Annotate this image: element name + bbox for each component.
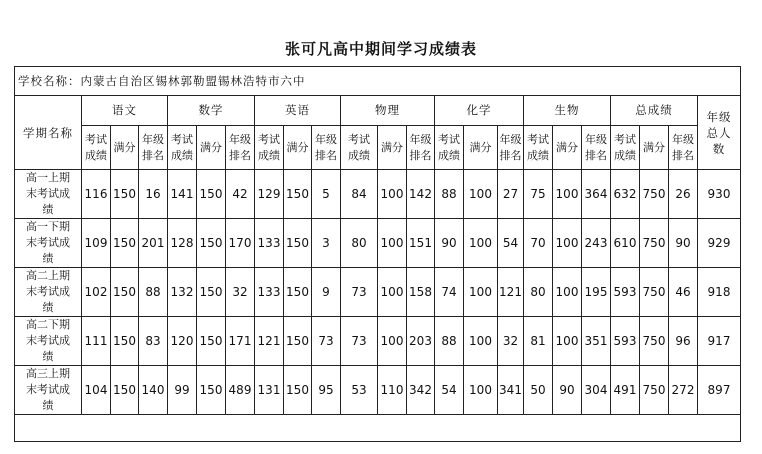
table-cell: 201 xyxy=(139,219,168,268)
table-cell: 150 xyxy=(197,366,226,415)
table-cell: 272 xyxy=(669,366,698,415)
table-cell: 96 xyxy=(669,317,698,366)
table-cell: 100 xyxy=(378,170,407,219)
table-cell: 88 xyxy=(139,268,168,317)
table-cell: 90 xyxy=(435,219,464,268)
row-header: 学期名称 xyxy=(15,96,82,170)
table-cell: 121 xyxy=(498,268,524,317)
table-row xyxy=(15,366,741,415)
table-cell: 150 xyxy=(284,219,312,268)
table-cell: 610 xyxy=(611,219,640,268)
subject-header: 物理 xyxy=(341,96,435,126)
table-cell: 104 xyxy=(82,366,111,415)
table-cell: 632 xyxy=(611,170,640,219)
table-cell: 73 xyxy=(341,268,378,317)
sub-header: 满分 xyxy=(284,126,312,170)
table-cell: 917 xyxy=(698,317,741,366)
table-cell: 243 xyxy=(582,219,611,268)
table-cell: 342 xyxy=(407,366,435,415)
sub-header: 考试成绩 xyxy=(82,126,111,170)
table-cell: 750 xyxy=(640,170,669,219)
sub-header: 满分 xyxy=(378,126,407,170)
table-cell: 70 xyxy=(524,219,553,268)
table-cell: 150 xyxy=(284,268,312,317)
table-cell: 116 xyxy=(82,170,111,219)
table-cell: 129 xyxy=(255,170,284,219)
table-cell: 132 xyxy=(168,268,197,317)
table-cell: 84 xyxy=(341,170,378,219)
table-cell: 133 xyxy=(255,219,284,268)
sub-header: 年级排名 xyxy=(498,126,524,170)
table-cell: 9 xyxy=(312,268,341,317)
table-cell: 304 xyxy=(582,366,611,415)
sub-header: 年级排名 xyxy=(139,126,168,170)
subject-header: 总成绩 xyxy=(611,96,698,126)
table-cell: 73 xyxy=(312,317,341,366)
sub-header: 考试成绩 xyxy=(341,126,378,170)
table-cell: 99 xyxy=(168,366,197,415)
subject-header: 数学 xyxy=(168,96,255,126)
table-cell: 54 xyxy=(498,219,524,268)
table-cell: 133 xyxy=(255,268,284,317)
table-row xyxy=(15,268,741,317)
sub-header: 满分 xyxy=(111,126,139,170)
table-cell: 5 xyxy=(312,170,341,219)
table-cell: 100 xyxy=(553,170,582,219)
table-cell: 100 xyxy=(464,366,498,415)
page-title: 张可凡高中期间学习成绩表 xyxy=(284,40,477,58)
table-cell: 32 xyxy=(226,268,255,317)
sub-header: 满分 xyxy=(640,126,669,170)
table-cell: 750 xyxy=(640,317,669,366)
table-cell: 170 xyxy=(226,219,255,268)
grade-table xyxy=(14,66,741,442)
table-cell: 195 xyxy=(582,268,611,317)
table-cell: 100 xyxy=(378,317,407,366)
table-cell: 150 xyxy=(111,170,139,219)
table-cell: 75 xyxy=(524,170,553,219)
table-cell: 489 xyxy=(226,366,255,415)
sub-header: 考试成绩 xyxy=(435,126,464,170)
sub-header: 年级排名 xyxy=(312,126,341,170)
table-cell: 140 xyxy=(139,366,168,415)
table-cell: 593 xyxy=(611,268,640,317)
table-cell: 121 xyxy=(255,317,284,366)
table-cell: 100 xyxy=(378,268,407,317)
term-label: 高二上期末考试成绩 xyxy=(15,268,82,317)
table-cell: 750 xyxy=(640,219,669,268)
sub-header: 满分 xyxy=(553,126,582,170)
table-cell: 930 xyxy=(698,170,741,219)
sub-header: 考试成绩 xyxy=(255,126,284,170)
table-cell: 54 xyxy=(435,366,464,415)
table-cell: 109 xyxy=(82,219,111,268)
table-cell: 150 xyxy=(197,170,226,219)
annual-total-header: 年级总人数 xyxy=(698,96,741,170)
term-label: 高一上期末考试成绩 xyxy=(15,170,82,219)
table-cell: 46 xyxy=(669,268,698,317)
table-cell: 83 xyxy=(139,317,168,366)
table-cell: 142 xyxy=(407,170,435,219)
table-cell: 100 xyxy=(464,219,498,268)
table-cell: 141 xyxy=(168,170,197,219)
table-cell: 26 xyxy=(669,170,698,219)
term-label: 高一下期末考试成绩 xyxy=(15,219,82,268)
table-cell: 341 xyxy=(498,366,524,415)
table-cell: 111 xyxy=(82,317,111,366)
table-cell: 151 xyxy=(407,219,435,268)
table-cell: 42 xyxy=(226,170,255,219)
sub-header: 考试成绩 xyxy=(168,126,197,170)
table-cell: 158 xyxy=(407,268,435,317)
sub-header: 年级排名 xyxy=(669,126,698,170)
table-cell: 53 xyxy=(341,366,378,415)
table-cell: 100 xyxy=(553,317,582,366)
table-cell: 90 xyxy=(669,219,698,268)
table-cell: 750 xyxy=(640,366,669,415)
table-cell: 750 xyxy=(640,268,669,317)
table-cell: 918 xyxy=(698,268,741,317)
table-cell: 80 xyxy=(341,219,378,268)
table-cell: 131 xyxy=(255,366,284,415)
table-cell: 81 xyxy=(524,317,553,366)
table-cell: 150 xyxy=(197,219,226,268)
table-cell: 100 xyxy=(378,219,407,268)
table-cell: 102 xyxy=(82,268,111,317)
table-cell: 364 xyxy=(582,170,611,219)
table-cell: 110 xyxy=(378,366,407,415)
table-cell: 100 xyxy=(553,268,582,317)
table-cell: 88 xyxy=(435,317,464,366)
table-cell: 95 xyxy=(312,366,341,415)
subject-header: 语文 xyxy=(82,96,168,126)
table-cell: 73 xyxy=(341,317,378,366)
table-cell: 150 xyxy=(284,170,312,219)
table-cell: 150 xyxy=(197,317,226,366)
table-cell: 90 xyxy=(553,366,582,415)
sub-header: 满分 xyxy=(197,126,226,170)
table-cell: 100 xyxy=(464,317,498,366)
table-cell: 150 xyxy=(111,366,139,415)
table-cell: 203 xyxy=(407,317,435,366)
table-cell: 27 xyxy=(498,170,524,219)
table-cell: 100 xyxy=(464,268,498,317)
table-cell: 16 xyxy=(139,170,168,219)
subject-header: 英语 xyxy=(255,96,341,126)
table-cell: 150 xyxy=(111,268,139,317)
table-cell: 88 xyxy=(435,170,464,219)
table-cell: 150 xyxy=(197,268,226,317)
school-name: 学校名称：内蒙古自治区锡林郭勒盟锡林浩特市六中 xyxy=(15,67,741,96)
table-row xyxy=(15,170,741,219)
sub-header: 考试成绩 xyxy=(611,126,640,170)
sub-header: 年级排名 xyxy=(582,126,611,170)
table-cell: 171 xyxy=(226,317,255,366)
table-cell: 593 xyxy=(611,317,640,366)
table-cell: 74 xyxy=(435,268,464,317)
table-cell: 150 xyxy=(111,219,139,268)
table-cell: 150 xyxy=(111,317,139,366)
sub-header: 年级排名 xyxy=(226,126,255,170)
term-label: 高三上期末考试成绩 xyxy=(15,366,82,415)
empty-row xyxy=(15,415,741,442)
table-row xyxy=(15,219,741,268)
table-cell: 897 xyxy=(698,366,741,415)
sub-header: 考试成绩 xyxy=(524,126,553,170)
term-label: 高二下期末考试成绩 xyxy=(15,317,82,366)
table-cell: 128 xyxy=(168,219,197,268)
table-cell: 351 xyxy=(582,317,611,366)
table-cell: 32 xyxy=(498,317,524,366)
table-cell: 3 xyxy=(312,219,341,268)
subject-header: 化学 xyxy=(435,96,524,126)
table-cell: 100 xyxy=(464,170,498,219)
table-cell: 150 xyxy=(284,366,312,415)
sub-header: 满分 xyxy=(464,126,498,170)
table-row xyxy=(15,317,741,366)
subject-header: 生物 xyxy=(524,96,611,126)
table-cell: 120 xyxy=(168,317,197,366)
table-cell: 50 xyxy=(524,366,553,415)
table-cell: 150 xyxy=(284,317,312,366)
table-cell: 100 xyxy=(553,219,582,268)
table-cell: 80 xyxy=(524,268,553,317)
table-cell: 929 xyxy=(698,219,741,268)
sub-header: 年级排名 xyxy=(407,126,435,170)
table-cell: 491 xyxy=(611,366,640,415)
